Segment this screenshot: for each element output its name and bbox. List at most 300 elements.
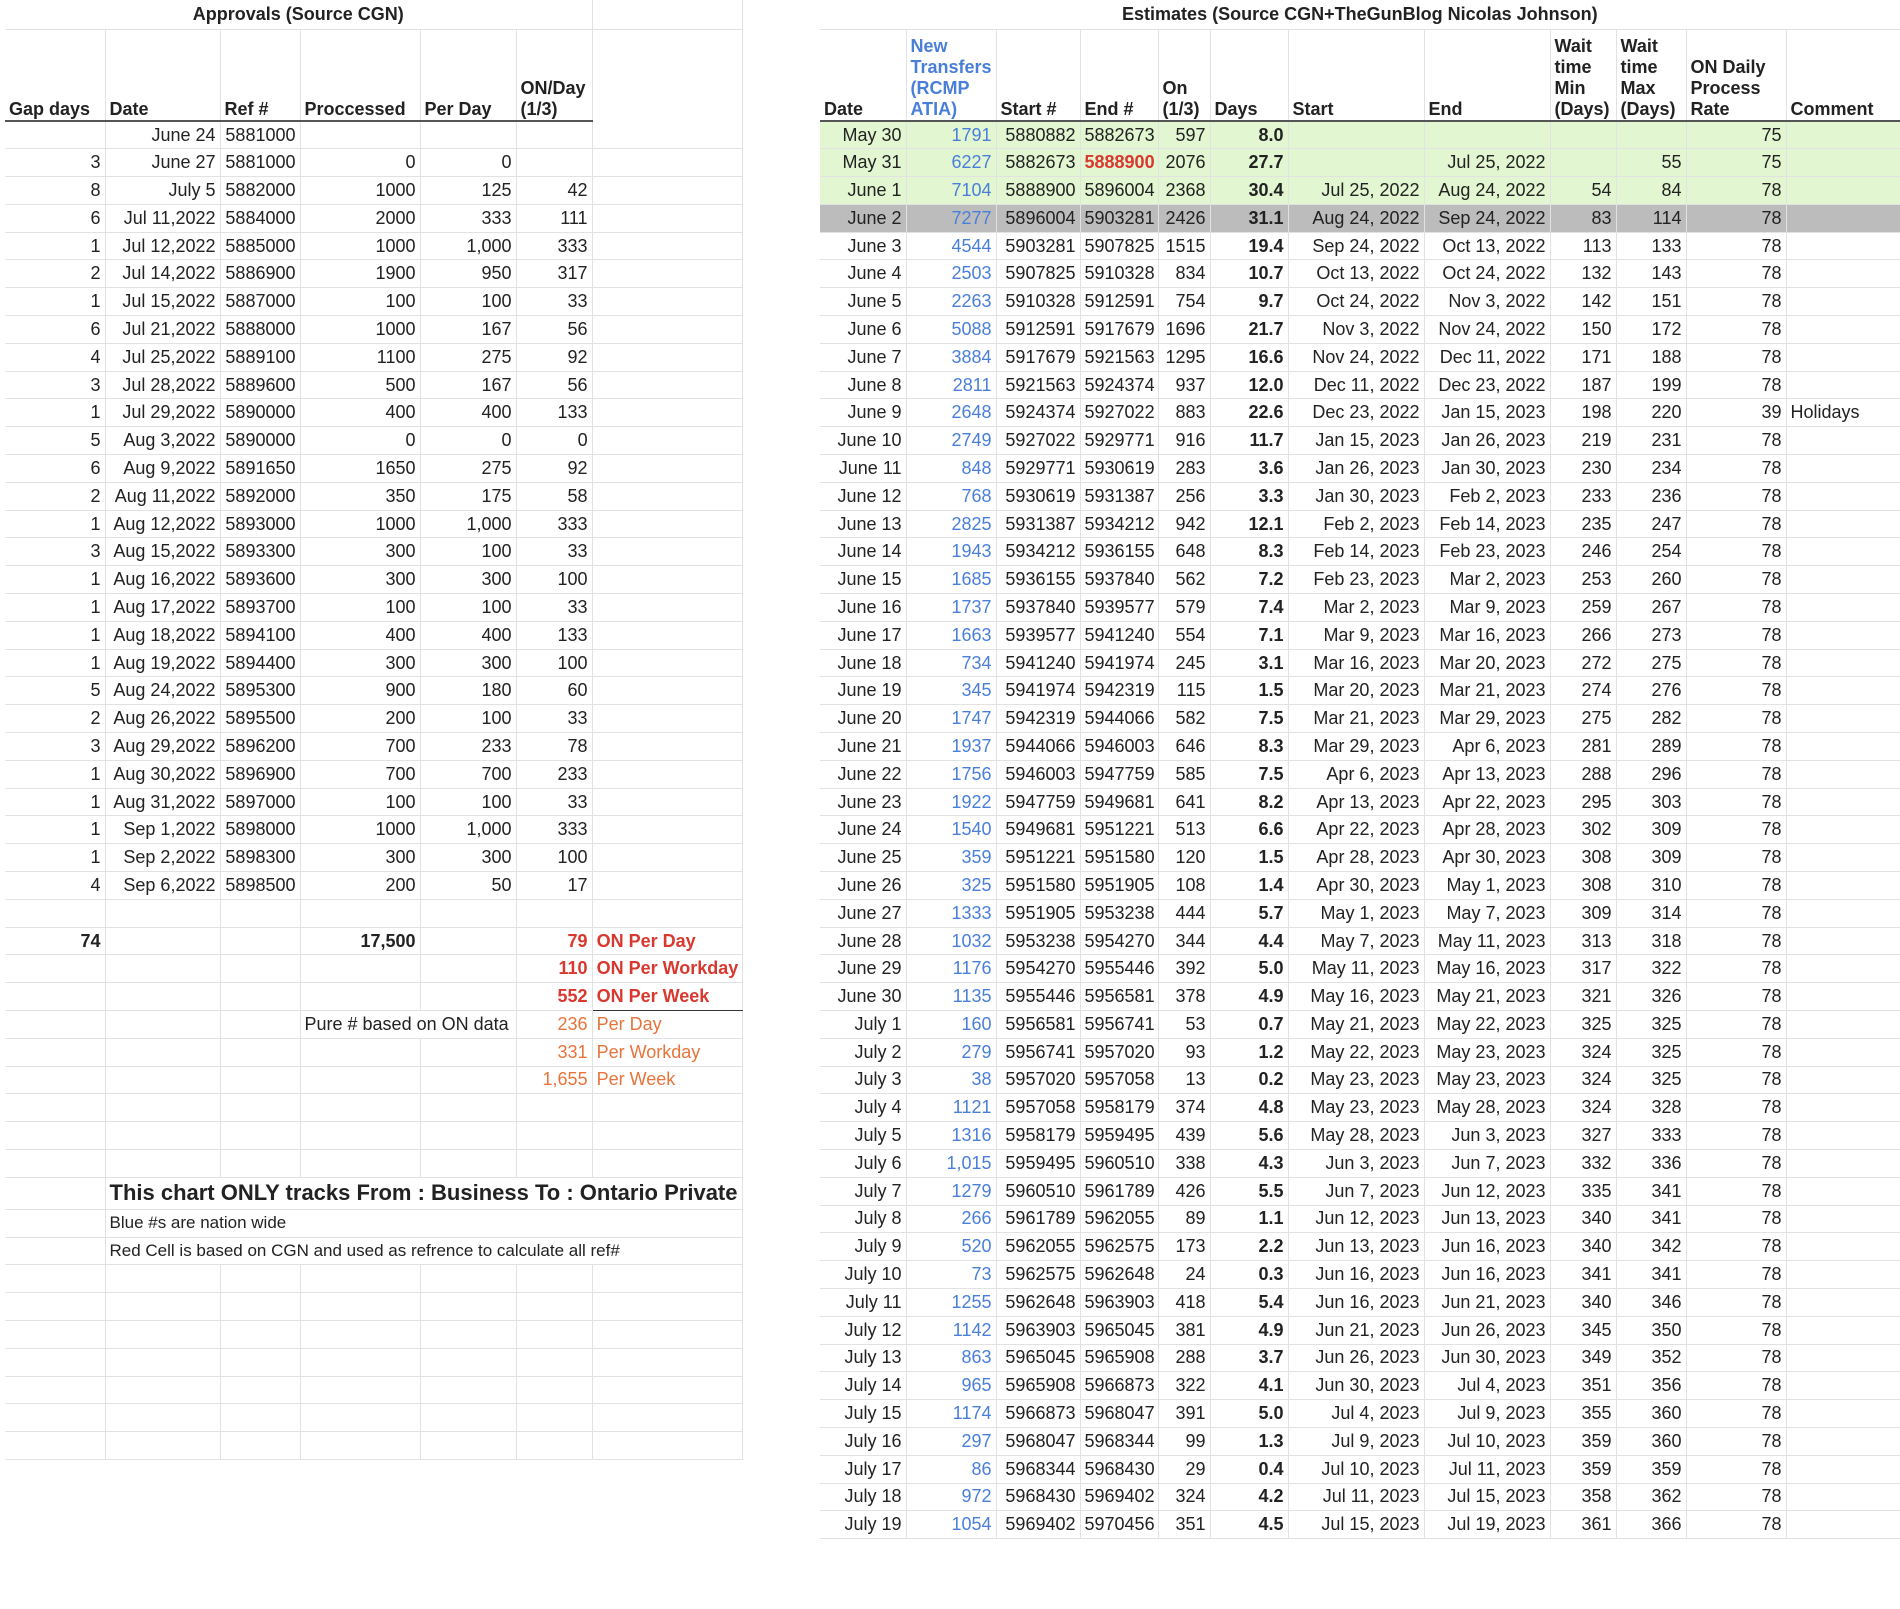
pure-per-day-label: Per Day <box>592 1011 742 1039</box>
cell-gap-days: 1 <box>5 594 105 622</box>
cell-date: July 3 <box>820 1066 906 1094</box>
cell-wait-max: 359 <box>1616 1455 1686 1483</box>
cell-comment <box>1786 1094 1900 1122</box>
cell-end-no: 5959495 <box>1080 1122 1158 1150</box>
cell-days: 21.7 <box>1210 316 1288 344</box>
cell-date: Aug 16,2022 <box>105 566 220 594</box>
cell-days: 8.3 <box>1210 538 1288 566</box>
cell-days: 8.3 <box>1210 733 1288 761</box>
cell-start-no: 5927022 <box>996 427 1080 455</box>
cell-wait-min: 321 <box>1550 983 1616 1011</box>
cell-comment <box>1786 1149 1900 1177</box>
cell-comment <box>1786 371 1900 399</box>
cell-end-no: 5949681 <box>1080 788 1158 816</box>
table-row <box>5 760 742 788</box>
cell-comment <box>1786 705 1900 733</box>
table-row <box>5 343 742 371</box>
cell-new-transfers: 848 <box>906 455 996 483</box>
cell-ref: 5894400 <box>220 649 300 677</box>
cell-new-transfers: 38 <box>906 1066 996 1094</box>
cell-comment <box>1786 1261 1900 1289</box>
cell-date: Jul 25,2022 <box>105 343 220 371</box>
cell-end: May 7, 2023 <box>1424 899 1550 927</box>
cell-end: May 11, 2023 <box>1424 927 1550 955</box>
cell-date: July 5 <box>105 177 220 205</box>
cell-end-no: 5960510 <box>1080 1149 1158 1177</box>
cell-wait-max: 172 <box>1616 316 1686 344</box>
cell-wait-max: 352 <box>1616 1344 1686 1372</box>
header-date: Date <box>105 30 220 122</box>
cell-wait-max: 333 <box>1616 1122 1686 1150</box>
cell-end: Dec 11, 2022 <box>1424 343 1550 371</box>
cell-days: 7.5 <box>1210 705 1288 733</box>
cell-start-no: 5937840 <box>996 594 1080 622</box>
cell-on: 439 <box>1158 1122 1210 1150</box>
cell-rate: 78 <box>1686 621 1786 649</box>
cell-days: 7.1 <box>1210 621 1288 649</box>
cell-start: Jul 25, 2022 <box>1288 177 1424 205</box>
cell-per-day: 100 <box>420 288 516 316</box>
cell-on: 646 <box>1158 733 1210 761</box>
cell-date: June 24 <box>105 121 220 149</box>
cell-date: June 5 <box>820 288 906 316</box>
cell-on-day: 0 <box>516 427 592 455</box>
header-end: End <box>1424 30 1550 122</box>
cell-wait-min: 345 <box>1550 1316 1616 1344</box>
cell-days: 0.4 <box>1210 1455 1288 1483</box>
cell-comment <box>1786 983 1900 1011</box>
cell-days: 4.3 <box>1210 1149 1288 1177</box>
table-row <box>820 204 1900 232</box>
cell-start: Feb 2, 2023 <box>1288 510 1424 538</box>
cell-wait-min: 327 <box>1550 1122 1616 1150</box>
cell-on: 115 <box>1158 677 1210 705</box>
cell-start-no: 5960510 <box>996 1177 1080 1205</box>
cell-wait-max <box>1616 121 1686 149</box>
cell-wait-min: 83 <box>1550 204 1616 232</box>
cell-days: 4.5 <box>1210 1511 1288 1539</box>
cell-comment <box>1786 1511 1900 1539</box>
cell-on-day: 33 <box>516 538 592 566</box>
cell-new-transfers: 7277 <box>906 204 996 232</box>
cell-date: June 9 <box>820 399 906 427</box>
cell-rate: 78 <box>1686 1427 1786 1455</box>
cell-date: July 13 <box>820 1344 906 1372</box>
cell-end-no: 5941240 <box>1080 621 1158 649</box>
table-row <box>5 427 742 455</box>
table-row <box>820 788 1900 816</box>
cell-wait-max: 342 <box>1616 1233 1686 1261</box>
cell-on: 344 <box>1158 927 1210 955</box>
cell-new-transfers: 1121 <box>906 1094 996 1122</box>
table-row <box>820 1261 1900 1289</box>
cell-wait-min: 266 <box>1550 621 1616 649</box>
cell-end: Apr 30, 2023 <box>1424 844 1550 872</box>
cell-end-no: 5947759 <box>1080 760 1158 788</box>
cell-start: Nov 24, 2022 <box>1288 343 1424 371</box>
cell-gap-days: 6 <box>5 455 105 483</box>
cell-wait-max: 296 <box>1616 760 1686 788</box>
cell-start: May 28, 2023 <box>1288 1122 1424 1150</box>
cell-wait-min: 230 <box>1550 455 1616 483</box>
cell-rate: 39 <box>1686 399 1786 427</box>
cell-start: Sep 24, 2022 <box>1288 232 1424 260</box>
cell-new-transfers: 1142 <box>906 1316 996 1344</box>
cell-on: 754 <box>1158 288 1210 316</box>
cell-days: 4.2 <box>1210 1483 1288 1511</box>
cell-new-transfers: 965 <box>906 1372 996 1400</box>
cell-processed: 1000 <box>300 316 420 344</box>
header-on: On (1/3) <box>1158 30 1210 122</box>
cell-end: Aug 24, 2022 <box>1424 177 1550 205</box>
cell-end-no: 5961789 <box>1080 1177 1158 1205</box>
cell-days: 5.7 <box>1210 899 1288 927</box>
cell-days: 22.6 <box>1210 399 1288 427</box>
table-row <box>5 204 742 232</box>
cell-date: June 30 <box>820 983 906 1011</box>
cell-on-day: 233 <box>516 760 592 788</box>
table-row <box>5 844 742 872</box>
cell-end: Jul 11, 2023 <box>1424 1455 1550 1483</box>
cell-comment <box>1786 872 1900 900</box>
header-per-day: Per Day <box>420 30 516 122</box>
cell-comment <box>1786 1400 1900 1428</box>
cell-start: Mar 16, 2023 <box>1288 649 1424 677</box>
cell-start: Apr 28, 2023 <box>1288 844 1424 872</box>
cell-start-no: 5956581 <box>996 1011 1080 1039</box>
table-row <box>820 1427 1900 1455</box>
cell-date: Jul 11,2022 <box>105 204 220 232</box>
cell-on: 582 <box>1158 705 1210 733</box>
cell-ref: 5885000 <box>220 232 300 260</box>
table-row <box>5 149 742 177</box>
cell-end-no: 5968430 <box>1080 1455 1158 1483</box>
cell-date: June 16 <box>820 594 906 622</box>
cell-wait-max: 362 <box>1616 1483 1686 1511</box>
cell-end: Jun 12, 2023 <box>1424 1177 1550 1205</box>
cell-gap-days: 2 <box>5 260 105 288</box>
cell-ref: 5888000 <box>220 316 300 344</box>
cell-comment <box>1786 1288 1900 1316</box>
cell-new-transfers: 160 <box>906 1011 996 1039</box>
cell-processed: 2000 <box>300 204 420 232</box>
cell-on-day: 111 <box>516 204 592 232</box>
cell-wait-max: 143 <box>1616 260 1686 288</box>
cell-wait-min: 54 <box>1550 177 1616 205</box>
cell-date: July 7 <box>820 1177 906 1205</box>
table-row <box>820 594 1900 622</box>
table-row <box>820 455 1900 483</box>
cell-rate: 78 <box>1686 594 1786 622</box>
cell-days: 12.1 <box>1210 510 1288 538</box>
cell-end: Oct 13, 2022 <box>1424 232 1550 260</box>
cell-processed: 300 <box>300 538 420 566</box>
cell-wait-min: 235 <box>1550 510 1616 538</box>
cell-start-no: 5907825 <box>996 260 1080 288</box>
cell-date: July 2 <box>820 1038 906 1066</box>
cell-rate: 78 <box>1686 538 1786 566</box>
cell-ref: 5881000 <box>220 121 300 149</box>
cell-on: 351 <box>1158 1511 1210 1539</box>
cell-start: Mar 21, 2023 <box>1288 705 1424 733</box>
cell-wait-min: 150 <box>1550 316 1616 344</box>
cell-days: 30.4 <box>1210 177 1288 205</box>
cell-end-no: 5924374 <box>1080 371 1158 399</box>
cell-end-no: 5939577 <box>1080 594 1158 622</box>
cell-on: 53 <box>1158 1011 1210 1039</box>
cell-gap-days: 3 <box>5 149 105 177</box>
pure-per-day-value: 236 <box>516 1011 592 1039</box>
cell-new-transfers: 1791 <box>906 121 996 149</box>
cell-wait-max: 341 <box>1616 1177 1686 1205</box>
header-wait-min: Wait time Min (Days) <box>1550 30 1616 122</box>
cell-date: June 26 <box>820 872 906 900</box>
table-row <box>820 399 1900 427</box>
cell-end: May 16, 2023 <box>1424 955 1550 983</box>
cell-gap-days: 1 <box>5 844 105 872</box>
cell-end: Jun 21, 2023 <box>1424 1288 1550 1316</box>
cell-on: 1696 <box>1158 316 1210 344</box>
cell-wait-min: 274 <box>1550 677 1616 705</box>
cell-start-no: 5936155 <box>996 566 1080 594</box>
header-wait-max: Wait time Max (Days) <box>1616 30 1686 122</box>
header-new-transfers: New Transfers (RCMP ATIA) <box>906 30 996 122</box>
cell-wait-min: 325 <box>1550 1011 1616 1039</box>
cell-end-no: 5954270 <box>1080 927 1158 955</box>
cell-wait-max: 220 <box>1616 399 1686 427</box>
cell-start: May 11, 2023 <box>1288 955 1424 983</box>
cell-wait-min: 281 <box>1550 733 1616 761</box>
blue-note: Blue #s are nation wide <box>105 1209 742 1237</box>
estimates-title: Estimates (Source CGN+TheGunBlog Nicolas Johnson) <box>820 0 1900 30</box>
cell-date: June 2 <box>820 204 906 232</box>
cell-on-day <box>516 149 592 177</box>
cell-days: 9.7 <box>1210 288 1288 316</box>
cell-start-no: 5931387 <box>996 510 1080 538</box>
cell-rate: 78 <box>1686 260 1786 288</box>
table-row <box>5 455 742 483</box>
cell-new-transfers: 279 <box>906 1038 996 1066</box>
cell-start-no: 5955446 <box>996 983 1080 1011</box>
cell-on-day: 56 <box>516 316 592 344</box>
cell-date: June 8 <box>820 371 906 399</box>
on-per-week-value: 552 <box>516 983 592 1011</box>
cell-wait-max: 309 <box>1616 816 1686 844</box>
table-row <box>5 288 742 316</box>
pure-per-week-label: Per Week <box>592 1066 742 1094</box>
table-row <box>5 260 742 288</box>
cell-on: 378 <box>1158 983 1210 1011</box>
cell-on-day: 33 <box>516 705 592 733</box>
cell-wait-min: 335 <box>1550 1177 1616 1205</box>
table-row <box>820 1177 1900 1205</box>
cell-end: May 23, 2023 <box>1424 1066 1550 1094</box>
cell-end-no: 5965908 <box>1080 1344 1158 1372</box>
cell-new-transfers: 325 <box>906 872 996 900</box>
table-row <box>820 427 1900 455</box>
cell-wait-max: 322 <box>1616 955 1686 983</box>
cell-wait-max: 247 <box>1616 510 1686 538</box>
cell-end-no: 5896004 <box>1080 177 1158 205</box>
cell-end: Jan 30, 2023 <box>1424 455 1550 483</box>
table-row <box>820 121 1900 149</box>
cell-days: 1.2 <box>1210 1038 1288 1066</box>
cell-ref: 5898000 <box>220 816 300 844</box>
cell-date: June 3 <box>820 232 906 260</box>
cell-date: June 14 <box>820 538 906 566</box>
cell-start-no: 5957020 <box>996 1066 1080 1094</box>
cell-on: 24 <box>1158 1261 1210 1289</box>
cell-gap-days <box>5 121 105 149</box>
cell-start-no: 5961789 <box>996 1205 1080 1233</box>
cell-end: Jan 26, 2023 <box>1424 427 1550 455</box>
cell-days: 1.5 <box>1210 677 1288 705</box>
cell-start-no: 5947759 <box>996 788 1080 816</box>
cell-days: 4.8 <box>1210 1094 1288 1122</box>
cell-end-no: 5944066 <box>1080 705 1158 733</box>
cell-date: July 15 <box>820 1400 906 1428</box>
cell-date: Sep 1,2022 <box>105 816 220 844</box>
cell-wait-min: 349 <box>1550 1344 1616 1372</box>
cell-rate: 78 <box>1686 1066 1786 1094</box>
cell-wait-min: 359 <box>1550 1427 1616 1455</box>
table-row <box>820 1400 1900 1428</box>
cell-per-day: 300 <box>420 649 516 677</box>
cell-rate: 78 <box>1686 1511 1786 1539</box>
table-row <box>820 343 1900 371</box>
approvals-table <box>5 0 743 1460</box>
cell-new-transfers: 1255 <box>906 1288 996 1316</box>
on-per-day-label: ON Per Day <box>592 927 742 955</box>
cell-processed: 1000 <box>300 232 420 260</box>
table-row <box>5 482 742 510</box>
cell-rate: 78 <box>1686 899 1786 927</box>
cell-wait-min: 272 <box>1550 649 1616 677</box>
table-row <box>820 482 1900 510</box>
cell-new-transfers: 2503 <box>906 260 996 288</box>
cell-new-transfers: 6227 <box>906 149 996 177</box>
cell-rate: 78 <box>1686 1177 1786 1205</box>
table-row <box>5 594 742 622</box>
cell-start: Jan 15, 2023 <box>1288 427 1424 455</box>
cell-processed: 1900 <box>300 260 420 288</box>
cell-end: Jun 3, 2023 <box>1424 1122 1550 1150</box>
cell-days: 31.1 <box>1210 204 1288 232</box>
cell-comment <box>1786 1316 1900 1344</box>
cell-date: Aug 9,2022 <box>105 455 220 483</box>
cell-rate: 78 <box>1686 232 1786 260</box>
cell-date: June 11 <box>820 455 906 483</box>
table-row <box>5 733 742 761</box>
cell-on: 256 <box>1158 482 1210 510</box>
cell-start: Jun 26, 2023 <box>1288 1344 1424 1372</box>
cell-days: 0.7 <box>1210 1011 1288 1039</box>
cell-date: Jul 12,2022 <box>105 232 220 260</box>
table-row <box>820 1288 1900 1316</box>
table-row <box>820 927 1900 955</box>
cell-date: Jul 28,2022 <box>105 371 220 399</box>
cell-new-transfers: 1316 <box>906 1122 996 1150</box>
cell-new-transfers: 2749 <box>906 427 996 455</box>
cell-start: May 22, 2023 <box>1288 1038 1424 1066</box>
cell-end-no: 5968344 <box>1080 1427 1158 1455</box>
on-per-workday-value: 110 <box>516 955 592 983</box>
cell-comment <box>1786 816 1900 844</box>
cell-days: 3.3 <box>1210 482 1288 510</box>
cell-on: 883 <box>1158 399 1210 427</box>
cell-end: Mar 20, 2023 <box>1424 649 1550 677</box>
cell-on: 641 <box>1158 788 1210 816</box>
cell-new-transfers: 1054 <box>906 1511 996 1539</box>
cell-rate: 78 <box>1686 649 1786 677</box>
cell-date: Jul 15,2022 <box>105 288 220 316</box>
cell-date: July 19 <box>820 1511 906 1539</box>
cell-on: 173 <box>1158 1233 1210 1261</box>
cell-end-no: 5910328 <box>1080 260 1158 288</box>
cell-wait-min: 308 <box>1550 872 1616 900</box>
cell-days: 4.9 <box>1210 983 1288 1011</box>
cell-wait-max: 360 <box>1616 1427 1686 1455</box>
cell-new-transfers: 1333 <box>906 899 996 927</box>
table-row <box>820 816 1900 844</box>
cell-start: Feb 14, 2023 <box>1288 538 1424 566</box>
cell-new-transfers: 734 <box>906 649 996 677</box>
cell-per-day: 100 <box>420 538 516 566</box>
cell-processed: 1000 <box>300 816 420 844</box>
cell-per-day: 400 <box>420 621 516 649</box>
cell-new-transfers: 972 <box>906 1483 996 1511</box>
table-row <box>5 677 742 705</box>
cell-per-day: 175 <box>420 482 516 510</box>
cell-per-day: 125 <box>420 177 516 205</box>
cell-comment <box>1786 1205 1900 1233</box>
cell-on: 562 <box>1158 566 1210 594</box>
cell-date: Aug 30,2022 <box>105 760 220 788</box>
cell-new-transfers: 2811 <box>906 371 996 399</box>
cell-wait-min: 171 <box>1550 343 1616 371</box>
table-row <box>820 872 1900 900</box>
cell-days: 7.2 <box>1210 566 1288 594</box>
cell-start: Apr 13, 2023 <box>1288 788 1424 816</box>
cell-end-no: 5957058 <box>1080 1066 1158 1094</box>
cell-date: July 6 <box>820 1149 906 1177</box>
cell-new-transfers: 1135 <box>906 983 996 1011</box>
cell-wait-min: 341 <box>1550 1261 1616 1289</box>
cell-on: 2368 <box>1158 177 1210 205</box>
cell-processed: 0 <box>300 149 420 177</box>
cell-on: 338 <box>1158 1149 1210 1177</box>
cell-start: Dec 23, 2022 <box>1288 399 1424 427</box>
cell-on-day: 60 <box>516 677 592 705</box>
cell-per-day: 333 <box>420 204 516 232</box>
cell-start: Jun 7, 2023 <box>1288 1177 1424 1205</box>
cell-days: 7.5 <box>1210 760 1288 788</box>
cell-processed: 100 <box>300 788 420 816</box>
cell-on: 942 <box>1158 510 1210 538</box>
cell-wait-min: 198 <box>1550 399 1616 427</box>
cell-comment <box>1786 566 1900 594</box>
cell-wait-max: 84 <box>1616 177 1686 205</box>
cell-per-day: 400 <box>420 399 516 427</box>
cell-on: 120 <box>1158 844 1210 872</box>
cell-on: 937 <box>1158 371 1210 399</box>
table-row <box>5 566 742 594</box>
cell-processed <box>300 121 420 149</box>
table-row <box>820 1483 1900 1511</box>
cell-end: Jun 16, 2023 <box>1424 1261 1550 1289</box>
cell-per-day <box>420 121 516 149</box>
cell-rate: 78 <box>1686 455 1786 483</box>
